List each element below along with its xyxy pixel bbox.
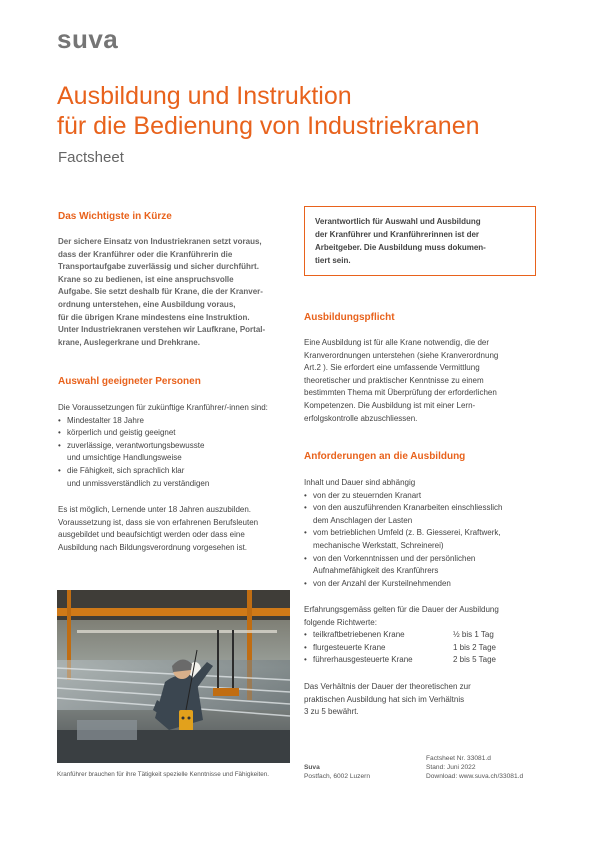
list-item: • die Fähigkeit, sich sprachlich klar und unmissverständlich zu verständigen xyxy=(58,465,298,490)
list-item: • von den auszuführenden Kranarbeiten einschliesslich dem Anschlagen der Lasten xyxy=(304,502,544,527)
crane-operator-photo xyxy=(57,590,290,763)
list-item: • von der Anzahl der Kursteilnehmenden xyxy=(304,578,544,591)
requirements-text xyxy=(304,477,544,590)
selection-list xyxy=(58,415,298,491)
list-item: • körperlich und geistig geeignet xyxy=(58,427,298,440)
duration-row: • flurgesteuerte Krane 1 bis 2 Tage xyxy=(304,642,544,655)
summary-line: krane, Auslegerkrane und Drehkrane. xyxy=(58,337,200,347)
page-subtitle: Factsheet xyxy=(58,149,124,166)
summary-line: Unter Industriekranen verstehen wir Laufkrane, Portal- xyxy=(58,325,266,335)
summary-line: Aufgabe. Sie setzt deshalb für Krane, die der Kranver- xyxy=(58,287,263,297)
title-line-1: Ausbildung und Instruktion xyxy=(57,82,352,110)
page-title xyxy=(57,81,557,141)
footer-download: Download: www.suva.ch/33081.d xyxy=(426,773,524,780)
apprentice-text: Es ist möglich, Lernende unter 18 Jahren auszubilden. Voraussetzung ist, dass sie von erfahrenen Berufsleuten ausgebildet und beaufsichtigt werden oder dass eine Ausbildung nach Bildungsverordnung vorgesehen ist. xyxy=(58,505,259,552)
duration-list xyxy=(304,629,544,667)
footer-meta xyxy=(426,754,523,781)
summary-line: ordnung unterstehen, eine Ausbildung voraus, xyxy=(58,299,236,309)
selection-heading: Auswahl geeigneter Personen xyxy=(58,376,201,387)
footer-organisation xyxy=(304,763,370,781)
footer-factsheet-no: Factsheet Nr. 33081.d xyxy=(426,755,491,762)
photo-caption: Kranführer brauchen für ihre Tätigkeit spezielle Kenntnisse und Fähigkeiten. xyxy=(57,771,270,778)
summary-line: Transportaufgabe zuverlässig und sicher durchführt. xyxy=(58,262,259,272)
requirements-heading: Anforderungen an die Ausbildung xyxy=(304,451,466,462)
duration-text: Erfahrungsgemäss gelten für die Dauer der Ausbildung folgende Richtwerte: • teilkraftbetriebenen Krane ½ bis 1 Tag • flurgesteuerte Krane 1 bis 2 Tage • führerhausgesteuerte Krane 2 bis 5 Tage xyxy=(304,604,544,667)
summary-text xyxy=(58,236,298,349)
list-item: • zuverlässige, verantwortungsbewusste und umsichtige Handlungsweise xyxy=(58,440,298,465)
selection-text xyxy=(58,402,298,490)
title-line-2: für die Bedienung von Industriekranen xyxy=(57,112,480,140)
footer-address: Postfach, 6002 Luzern xyxy=(304,773,370,780)
list-item: • von der zu steuernden Kranart xyxy=(304,490,544,503)
summary-line: für die übrigen Krane mindestens eine Instruktion. xyxy=(58,312,250,322)
requirements-intro: Inhalt und Dauer sind abhängig xyxy=(304,478,416,487)
duration-row: • teilkraftbetriebenen Krane ½ bis 1 Tag xyxy=(304,629,544,642)
selection-intro: Die Voraussetzungen für zukünftige Kranführer/-innen sind: xyxy=(58,403,268,412)
summary-line: Der sichere Einsatz von Industriekranen setzt voraus, xyxy=(58,237,262,246)
list-item: • Mindestalter 18 Jahre xyxy=(58,415,298,428)
duty-heading: Ausbildungspflicht xyxy=(304,312,395,323)
list-item: • von den Vorkenntnissen und der persönlichen Aufnahmefähigkeit des Kranführers xyxy=(304,553,544,578)
duration-row: • führerhausgesteuerte Krane 2 bis 5 Tage xyxy=(304,654,544,667)
footer-org: Suva xyxy=(304,764,320,771)
ratio-text: Das Verhältnis der Dauer der theoretischen zur praktischen Ausbildung hat sich im Verhältnis 3 zu 5 bewährt. xyxy=(304,682,471,717)
list-item: • vom betrieblichen Umfeld (z. B. Giesserei, Kraftwerk, mechanische Werkstatt, Schreinerei) xyxy=(304,527,544,552)
responsibility-box: Verantwortlich für Auswahl und Ausbildung der Kranführer und Kranführerinnen ist der Arbeitgeber. Die Ausbildung muss dokumen- tiert sein. xyxy=(304,206,536,276)
summary-line: Krane so zu bedienen, ist eine anspruchsvolle xyxy=(58,274,234,284)
summary-line: dass der Kranführer oder die Kranführerin die xyxy=(58,249,233,259)
suva-logo: suva xyxy=(57,24,119,54)
requirements-list xyxy=(304,490,544,591)
summary-heading: Das Wichtigste in Kürze xyxy=(58,211,172,222)
duty-text: Eine Ausbildung ist für alle Krane notwendig, die der Kranverordnungen unterstehen (siehe Kranverordnung Art.2 ). Sie erfordert eine umfassende Vermittlung theoretischer und praktischer Kenntnisse zu einem bestimmten Thema mit Überprüfung der erforderlichen Kompetenzen. Die Ausbildung ist mit einer Lern- erfolgskontrolle abzuschliessen. xyxy=(304,338,499,423)
footer-status: Stand: Juni 2022 xyxy=(426,764,476,771)
